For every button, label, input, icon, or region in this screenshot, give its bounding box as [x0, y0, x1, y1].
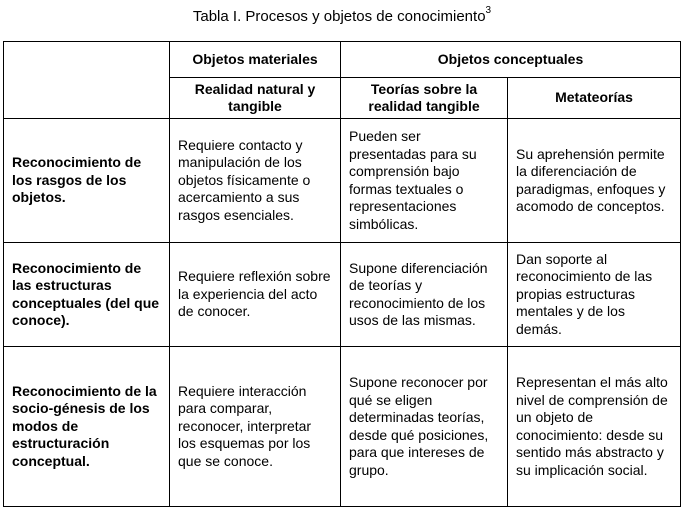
table-row	[4, 347, 681, 507]
knowledge-processes-table	[3, 41, 681, 507]
header-conceptual-objects: Objetos conceptuales	[341, 42, 681, 78]
caption-text: Tabla I. Procesos y objetos de conocimiento	[192, 8, 486, 25]
row-label: Reconocimiento de los rasgos de los objetos.	[4, 119, 170, 243]
table-cell: Representan el más alto nivel de comprensión de un objeto de conocimiento: desde su sentido más abstracto y su implicación social.	[508, 347, 681, 507]
table-cell: Requiere contacto y manipulación de los objetos físicamente o acercamiento a sus rasgos esenciales.	[170, 119, 341, 243]
table-cell: Pueden ser presentadas para su comprensión bajo formas textuales o representaciones simbólicas.	[341, 119, 508, 243]
table-cell: Su aprehensión permite la diferenciación de paradigmas, enfoques y acomodo de conceptos.	[508, 119, 681, 243]
row-label: Reconocimiento de las estructuras conceptuales (del que conoce).	[4, 243, 170, 347]
table-caption	[0, 4, 684, 26]
header-row-primary	[4, 42, 681, 78]
header-theories: Teorías sobre la realidad tangible	[341, 78, 508, 119]
caption-footnote-mark: 3	[485, 5, 492, 16]
table-cell: Dan soporte al reconocimiento de las propias estructuras mentales y de los demás.	[508, 243, 681, 347]
table-cell: Supone reconocer por qué se eligen determinadas teorías, desde qué posiciones, para que intereses de grupo.	[341, 347, 508, 507]
table-cell: Requiere reflexión sobre la experiencia del acto de conocer.	[170, 243, 341, 347]
table-row	[4, 243, 681, 347]
table-row	[4, 119, 681, 243]
header-natural-reality: Realidad natural y tangible	[170, 78, 341, 119]
header-material-objects: Objetos materiales	[170, 42, 341, 78]
row-label: Reconocimiento de la socio-génesis de los modos de estructuración conceptual.	[4, 347, 170, 507]
table-cell: Requiere interacción para comparar, reconocer, interpretar los esquemas por los que se conoce.	[170, 347, 341, 507]
header-metatheories: Metateorías	[508, 78, 681, 119]
table-cell: Supone diferenciación de teorías y reconocimiento de los usos de las mismas.	[341, 243, 508, 347]
corner-cell	[4, 42, 170, 119]
